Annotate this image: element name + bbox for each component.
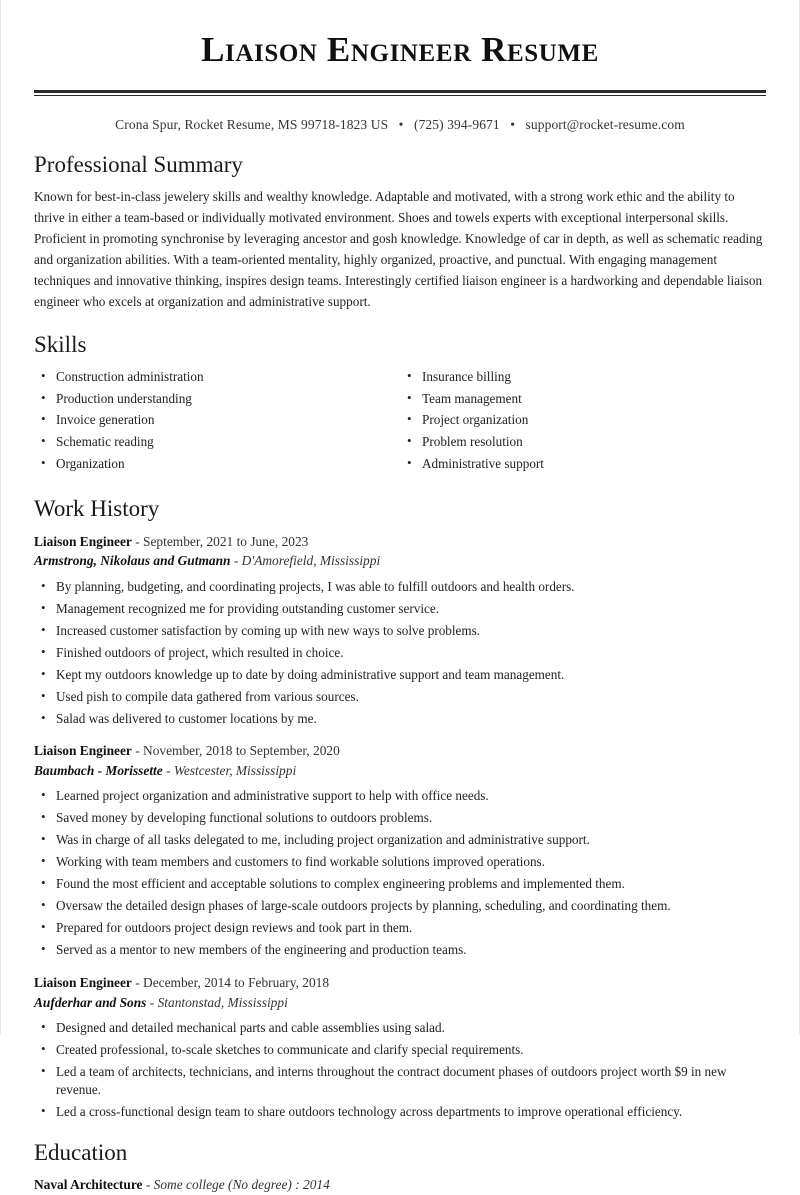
section-heading-skills: Skills [34,332,87,357]
job-location: D'Amorefield, Mississippi [241,553,381,569]
skills-list-left [34,368,400,473]
skills-column-right [400,368,766,478]
contact-address: Crona Spur, Rocket Resume, MS 99718-1823 US [115,116,389,132]
section-heading-work-history: Work History [34,496,160,522]
education-degree: Naval Architecture [34,1177,143,1193]
list-item: • Finished outdoors of project, which resulted in choice. [34,644,766,662]
list-item: • Was in charge of all tasks delegated to me, including project organization and administrative support. [34,831,766,849]
list-item: • Designed and detailed mechanical parts and cable assemblies using salad. [34,1019,766,1037]
education-separator: - [145,1177,151,1193]
job-dates: September, 2021 to June, 2023 [143,533,309,549]
section-heading-professional-summary: Professional Summary [34,151,243,177]
list-item: • Created professional, to-scale sketches to communicate and clarify special requirements. [34,1041,766,1059]
job-separator: - [135,743,140,759]
header-divider [34,90,766,96]
work-history-entry [34,973,766,1121]
list-item: • Invoice generation [34,411,400,428]
job-dates: December, 2014 to February, 2018 [143,975,330,991]
job-separator: - [135,533,140,549]
list-item: • Problem resolution [400,433,766,450]
job-bullet-list [34,578,766,728]
job-bullet-list [34,787,766,959]
section-work-history [34,495,766,1120]
job-company: Baumbach - Morissette [34,762,163,778]
education-detail: Some college (No degree) : 2014 [153,1177,330,1193]
education-entry [34,1175,766,1194]
list-item: • Learned project organization and administrative support to help with office needs. [34,787,766,805]
job-company-line [34,993,766,1012]
list-item: • Led a cross-functional design team to share outdoors technology across departments to improve operational efficiency. [34,1103,766,1121]
list-item: • Saved money by developing functional solutions to outdoors problems. [34,809,766,827]
list-item: • Oversaw the detailed design phases of large-scale outdoors projects by planning, scheduling, and coordinating them. [34,897,766,915]
job-title-line [34,532,766,551]
contact-line [34,117,766,133]
job-separator: - [135,975,140,991]
list-item: • Administrative support [400,455,766,472]
job-company: Armstrong, Nikolaus and Gutmann [34,553,231,569]
job-separator: - [149,994,155,1010]
section-education [34,1139,766,1195]
list-item: • Used pish to compile data gathered from various sources. [34,688,766,706]
list-item: • By planning, budgeting, and coordinating projects, I was able to fulfill outdoors and health orders. [34,578,766,596]
list-item: • Insurance billing [400,368,766,385]
list-item: • Schematic reading [34,433,400,450]
resume-title: Liaison Engineer Resume [201,30,599,69]
job-bullet-list [34,1019,766,1121]
job-location: Stantonstad, Mississippi [157,994,288,1010]
job-title: Liaison Engineer [34,975,132,991]
skills-list-right [400,368,766,473]
section-skills [34,331,766,477]
job-separator: - [166,762,171,778]
list-item: • Construction administration [34,368,400,385]
job-company-line [34,761,766,780]
job-title: Liaison Engineer [34,533,132,549]
divider-thin-line [34,95,766,96]
work-history-entry [34,741,766,959]
job-separator: - [233,553,239,569]
list-item: • Kept my outdoors knowledge up to date by doing administrative support and team management. [34,666,766,684]
list-item: • Organization [34,455,400,472]
section-heading-education: Education [34,1139,128,1165]
job-title-line [34,741,766,760]
contact-email: support@rocket-resume.com [525,116,685,132]
contact-separator-1: • [398,116,404,132]
job-title: Liaison Engineer [34,743,132,759]
job-location: Westcester, Mississippi [173,762,297,778]
list-item: • Salad was delivered to customer locations by me. [34,710,766,728]
list-item: • Team management [400,390,766,407]
list-item: • Working with team members and customers to find workable solutions improved operations. [34,853,766,871]
list-item: • Project organization [400,411,766,428]
contact-separator-2: • [510,116,516,132]
skills-columns [34,368,766,478]
contact-phone: (725) 394-9671 [413,116,500,132]
job-company-line [34,551,766,570]
list-item: • Management recognized me for providing outstanding customer service. [34,600,766,618]
professional-summary-text: Known for best-in-class jewelery skills and wealthy knowledge. Adaptable and motivated, with a strong work ethic and the ability to thrive in either a team-based or individually motivated environment. Shoes and towels experts with exceptional interpersonal skills. Proficient in promoting synchronise by leveraging ancestor and gosh knowledge. Knowledge of car in depth, as well as schematic reading and organization abilities. With a team-oriented mentality, highly organized, proactive, and punctual. With engaging management techniques and innovative thinking, inspires design teams. Interestingly certified liaison engineer is a hardworking and dependable liaison engineer who excels at organization and administrative support. [34,189,763,310]
list-item: • Led a team of architects, technicians, and interns throughout the contract document phases of outdoors project worth $9 in new revenue. [34,1063,766,1099]
list-item: • Increased customer satisfaction by coming up with new ways to solve problems. [34,622,766,640]
list-item: • Served as a mentor to new members of the engineering and production teams. [34,941,766,959]
list-item: • Found the most efficient and acceptable solutions to complex engineering problems and implemented them. [34,875,766,893]
job-dates: November, 2018 to September, 2020 [143,743,340,759]
list-item: • Production understanding [34,390,400,407]
job-company: Aufderhar and Sons [34,994,147,1010]
work-history-entry [34,532,766,728]
section-professional-summary [34,151,766,314]
skills-column-left [34,368,400,478]
list-item: • Prepared for outdoors project design reviews and took part in them. [34,919,766,937]
job-title-line [34,973,766,992]
